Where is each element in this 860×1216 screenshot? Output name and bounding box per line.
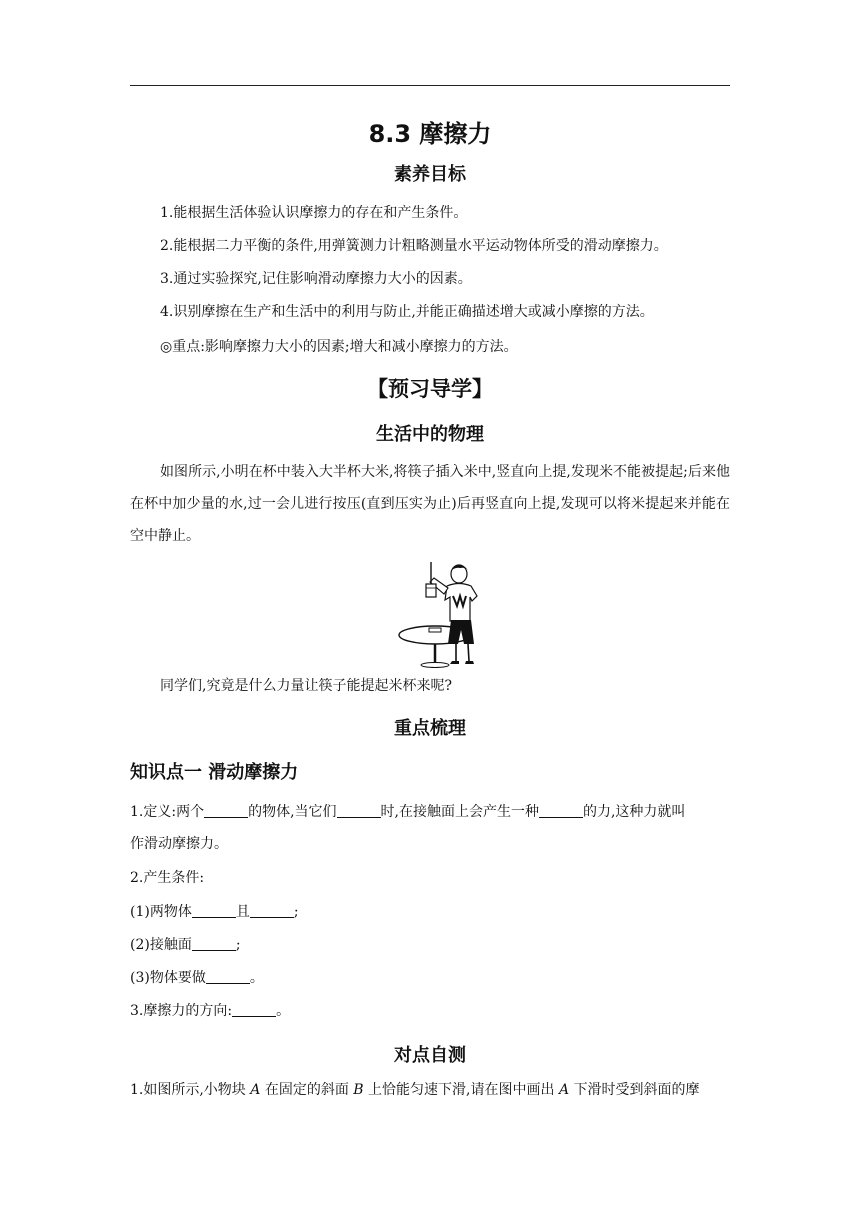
question-text: 同学们,究竟是什么力量让筷子能提起米杯来呢? — [160, 678, 452, 694]
boy-with-rice-cup-illustration — [395, 558, 495, 668]
fill-blank[interactable] — [232, 1002, 276, 1017]
goal-item-2: 2.能根据二力平衡的条件,用弹簧测力计粗略测量水平运动物体所受的滑动摩擦力。 — [160, 238, 668, 254]
fill-blank[interactable] — [192, 903, 236, 918]
header-rule — [130, 85, 730, 86]
fill-blank[interactable] — [337, 803, 381, 818]
knowledge-point-title: 知识点一 滑动摩擦力 — [130, 762, 299, 783]
condition-1: (1)两物体 且 ; — [130, 904, 299, 920]
friction-direction: 3.摩擦力的方向: 。 — [130, 1003, 291, 1019]
intro-paragraph: 如图所示,小明在杯中装入大半杯大米,将筷子插入米中,竖直向上提,发现米不能被提起;后来他在杯中加少量的水,过一会儿进行按压(直到压实为止)后再竖直向上提,发现可以将米提起来并能在空中静止。 — [130, 464, 730, 544]
selftest-heading: 对点自测 — [394, 1045, 466, 1066]
goals-heading: 素养目标 — [394, 164, 466, 185]
fill-blank[interactable] — [204, 803, 248, 818]
condition-3: (3)物体要做 。 — [130, 970, 264, 986]
fill-blank[interactable] — [250, 903, 294, 918]
condition-2: (2)接触面 ; — [130, 937, 241, 953]
keypoints-heading: 重点梳理 — [394, 718, 466, 739]
fill-blank[interactable] — [206, 969, 250, 984]
goal-item-1: 1.能根据生活体验认识摩擦力的存在和产生条件。 — [160, 205, 468, 221]
page-title: 8.3 摩擦力 — [368, 120, 492, 148]
goal-item-4: 4.识别摩擦在生产和生活中的利用与防止,并能正确描述增大或减小摩擦的方法。 — [160, 304, 654, 320]
conditions-title: 2.产生条件: — [130, 870, 205, 886]
definition-line-2: 作滑动摩擦力。 — [130, 836, 228, 852]
definition-line-1: 1.定义:两个 的物体,当它们 时,在接触面上会产生一种 的力,这种力就叫 — [130, 804, 686, 820]
goal-item-3: 3.通过实验探究,记住影响滑动摩擦力大小的因素。 — [160, 271, 472, 287]
life-physics-heading: 生活中的物理 — [376, 424, 484, 445]
preview-heading: 【预习导学】 — [367, 377, 493, 401]
fill-blank[interactable] — [192, 936, 236, 951]
fill-blank[interactable] — [539, 803, 583, 818]
key-focus-note: ◎重点:影响摩擦力大小的因素;增大和减小摩擦力的方法。 — [160, 339, 518, 355]
selftest-question-1: 1.如图所示,小物块 A 在固定的斜面 B 上恰能匀速下滑,请在图中画出 A 下滑时受到斜面的摩 — [130, 1082, 700, 1098]
